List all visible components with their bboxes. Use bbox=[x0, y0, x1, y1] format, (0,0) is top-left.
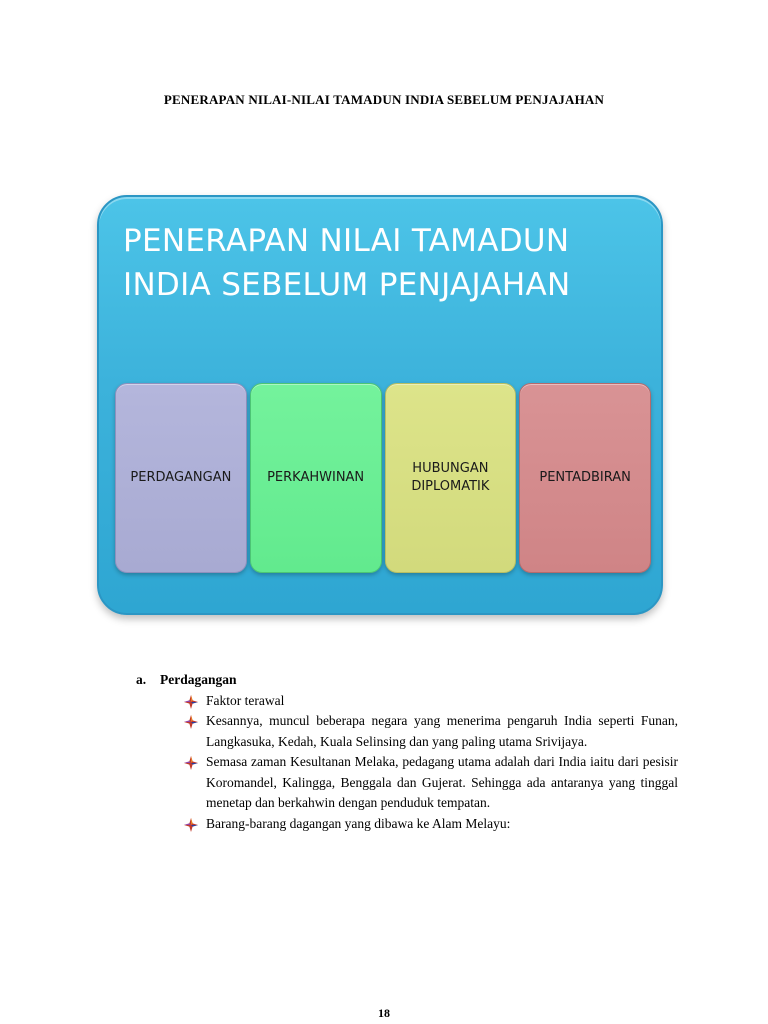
diagram-box-pentadbiran: PENTADBIRAN bbox=[519, 383, 651, 573]
list-item bbox=[184, 691, 678, 712]
bullet-list bbox=[136, 691, 678, 835]
list-item bbox=[184, 814, 678, 835]
four-point-star-icon bbox=[184, 715, 198, 729]
diagram-title: PENERAPAN NILAI TAMADUN INDIA SEBELUM PENJAJAHAN bbox=[123, 223, 571, 303]
four-point-star-icon bbox=[184, 756, 198, 770]
four-point-star-icon bbox=[184, 695, 198, 709]
list-item bbox=[184, 711, 678, 752]
page-title: PENERAPAN NILAI-NILAI TAMADUN INDIA SEBELUM PENJAJAHAN bbox=[163, 92, 605, 107]
diagram-box-hubungan-diplomatik: HUBUNGAN DIPLOMATIK bbox=[385, 383, 517, 573]
section-marker: a. bbox=[136, 672, 147, 687]
bullet-text: Barang-barang dagangan yang dibawa ke Alam Melayu: bbox=[206, 815, 511, 831]
concept-diagram bbox=[97, 195, 663, 615]
diagram-box-perkahwinan: PERKAHWINAN bbox=[250, 383, 382, 573]
section-heading bbox=[136, 670, 678, 691]
bullet-text: Semasa zaman Kesultanan Melaka, pedagang utama adalah dari India iaitu dari pesisir Koromandel, Kalingga, Benggala dan Gujerat. Sehingga ada antaranya yang tinggal menetap dan berkahwin dengan penduduk tempatan. bbox=[206, 754, 678, 810]
bullet-text: Faktor terawal bbox=[206, 692, 285, 708]
diagram-box-perdagangan: PERDAGANGAN bbox=[115, 383, 247, 573]
four-point-star-icon bbox=[184, 818, 198, 832]
list-item bbox=[184, 752, 678, 814]
section-heading-text: Perdagangan bbox=[160, 672, 237, 687]
section-perdagangan bbox=[136, 670, 678, 834]
bullet-text: Kesannya, muncul beberapa negara yang menerima pengaruh India seperti Funan, Langkasuka, Kedah, Kuala Selinsing dan yang paling utama Srivijaya. bbox=[206, 713, 678, 749]
page-number: 18 bbox=[378, 1006, 390, 1020]
diagram-box-row bbox=[115, 383, 651, 573]
